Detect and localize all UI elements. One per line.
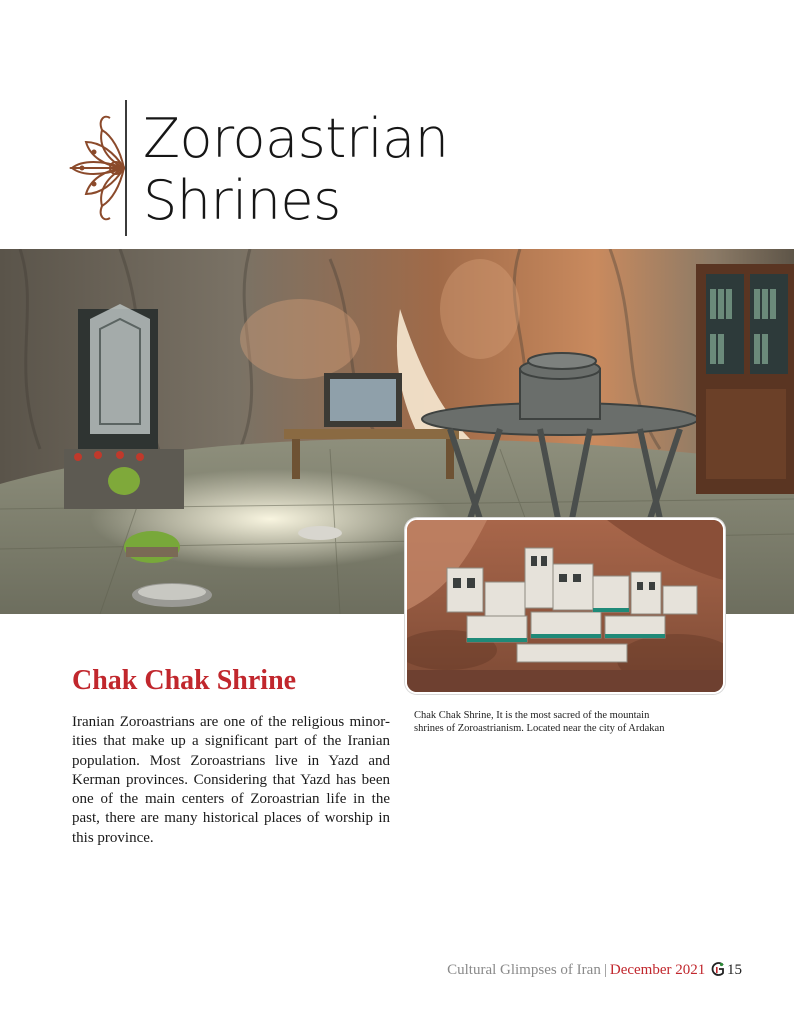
body-line: this province. — [72, 829, 154, 846]
section-heading: Chak Chak Shrine — [72, 665, 297, 696]
caption-line: Chak Chak Shrine, It is the most sacred of the mountain — [414, 710, 650, 721]
issue-date: December 2021 — [609, 962, 706, 978]
body-line: Kerman provinces. Considering that Yazd has been — [72, 771, 390, 788]
page-number: 15 — [727, 962, 742, 978]
cgi-logo-icon — [710, 961, 726, 977]
footer-separator: | — [603, 962, 607, 978]
photo-caption — [414, 709, 724, 735]
body-line: ities that make up a significant part of the Iranian — [72, 733, 390, 750]
body-line: one of the main centers of Zoroastrian life in the — [72, 791, 390, 808]
page-footer — [447, 960, 742, 980]
page-title — [143, 108, 449, 232]
title-line-1: Zoroastrian — [143, 107, 449, 170]
arabesque-ornament-icon — [68, 100, 128, 236]
body-line: population. Most Zoroastrians live in Yazd and — [72, 752, 390, 769]
body-line: past, there are many historical places of worship in — [72, 810, 390, 827]
title-line-2: Shrines — [143, 169, 341, 232]
body-line: Iranian Zoroastrians are one of the religious minor- — [72, 714, 390, 730]
caption-line: shrines of Zoroastrianism. Located near the city of Ardakan — [414, 723, 665, 734]
mountain-shrine-photo — [405, 518, 725, 694]
magazine-name: Cultural Glimpses of Iran — [447, 962, 601, 978]
article-body — [72, 713, 390, 848]
